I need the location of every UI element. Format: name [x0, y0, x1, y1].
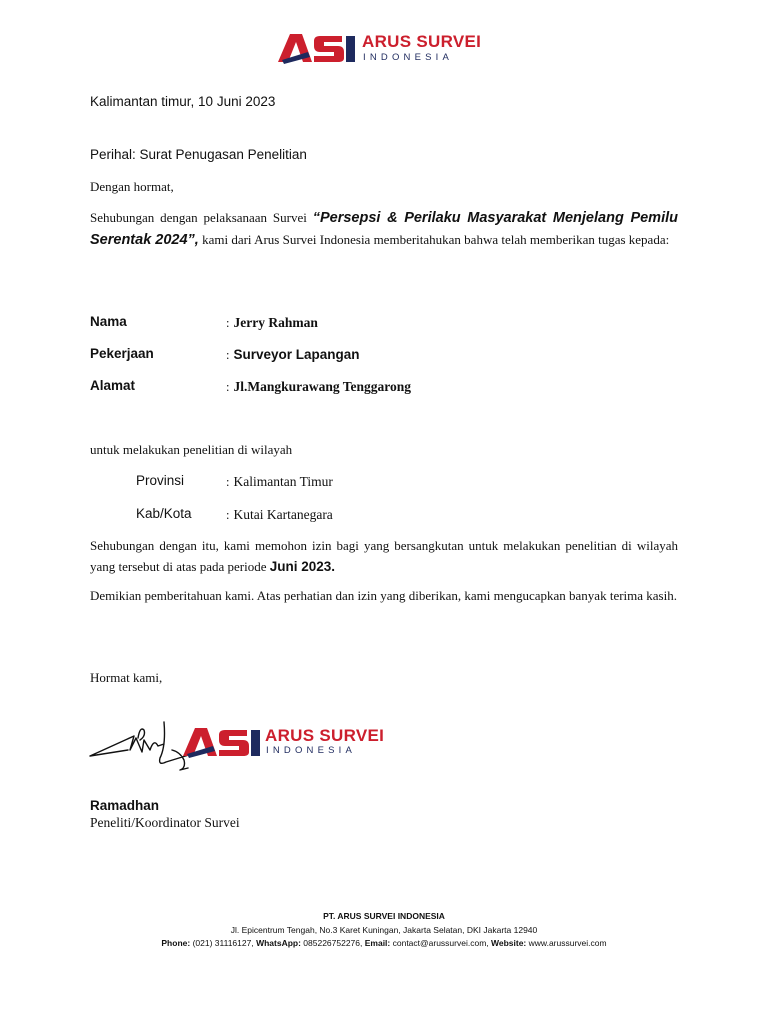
whatsapp-value: 085226752276, [300, 938, 365, 948]
letter-subject: Perihal: Surat Penugasan Penelitian [90, 147, 307, 162]
closing-paragraph: Demikian pemberitahuan kami. Atas perhatian dan izin yang diberikan, kami mengucapkan banyak terima kasih. [90, 588, 677, 603]
footer-address: Jl. Epicentrum Tengah, No.3 Karet Kuningan, Jakarta Selatan, DKI Jakarta 12940 [230, 925, 538, 935]
province-label: Provinsi [136, 473, 185, 488]
phone-value: (021) 31116127, [190, 938, 257, 948]
place-date: Kalimantan timur, 10 Juni 2023 [90, 94, 276, 109]
province-row-value: : Kalimantan Timur [226, 474, 333, 489]
phone-label: Phone: [161, 938, 191, 948]
website-value[interactable]: www.arussurvei.com [526, 938, 607, 948]
request-paragraph [90, 535, 678, 577]
greeting: Dengan hormat, [90, 179, 174, 194]
stamp-logo [181, 724, 385, 762]
province-value: Kalimantan Timur [233, 474, 333, 489]
address-label: Alamat [90, 378, 136, 393]
job-row-value: : Surveyor Lapangan [226, 347, 360, 362]
region-intro: untuk melakukan penelitian di wilayah [90, 442, 293, 457]
name-value: Jerry Rahman [233, 315, 318, 330]
intro-after: kami dari Arus Survei Indonesia memberitahukan bahwa telah memberikan tugas kepada: [198, 232, 670, 247]
request-text: Sehubungan dengan itu, kami memohon izin bagi yang bersangkutan untuk melakukan penelitian di wilayah yang tersebut di atas pada periode [90, 538, 678, 574]
email-value[interactable]: contact@arussurvei.com, [390, 938, 491, 948]
city-value: Kutai Kartanegara [233, 507, 333, 522]
city-row-value: : Kutai Kartanegara [226, 507, 333, 522]
intro-before: Sehubungan dengan pelaksanaan Survei [90, 210, 313, 225]
signer-name: Ramadhan [90, 798, 160, 813]
job-label: Pekerjaan [90, 346, 154, 361]
website-label: Website: [491, 938, 527, 948]
regards: Hormat kami, [90, 670, 163, 685]
stamp-logo-subtitle: INDONESIA [266, 745, 357, 756]
signer-role: Peneliti/Koordinator Survei [90, 815, 240, 830]
name-row-value: : Jerry Rahman [226, 315, 318, 330]
email-label: Email: [364, 938, 391, 948]
footer-contact [0, 938, 768, 948]
footer-company: PT. ARUS SURVEI INDONESIA [323, 911, 445, 921]
survey-title: “Persepsi & Perilaku Masyarakat Menjelang Pemilu Serentak 2024”, [90, 210, 678, 248]
asi-logo-icon [276, 30, 360, 66]
logo-subtitle: INDONESIA [363, 52, 454, 63]
asi-stamp-icon [181, 724, 265, 760]
intro-paragraph [90, 207, 678, 251]
city-label: Kab/Kota [136, 506, 192, 521]
period: Juni 2023. [269, 559, 336, 574]
header-logo [276, 30, 482, 68]
job-value: Surveyor Lapangan [233, 347, 360, 362]
stamp-logo-name: ARUS SURVEI [265, 726, 385, 745]
whatsapp-label: WhatsApp: [256, 938, 301, 948]
name-label: Nama [90, 314, 127, 329]
address-value: Jl.Mangkurawang Tenggarong [233, 379, 412, 394]
address-row-value: : Jl.Mangkurawang Tenggarong [226, 379, 412, 394]
logo-name: ARUS SURVEI [362, 32, 482, 51]
